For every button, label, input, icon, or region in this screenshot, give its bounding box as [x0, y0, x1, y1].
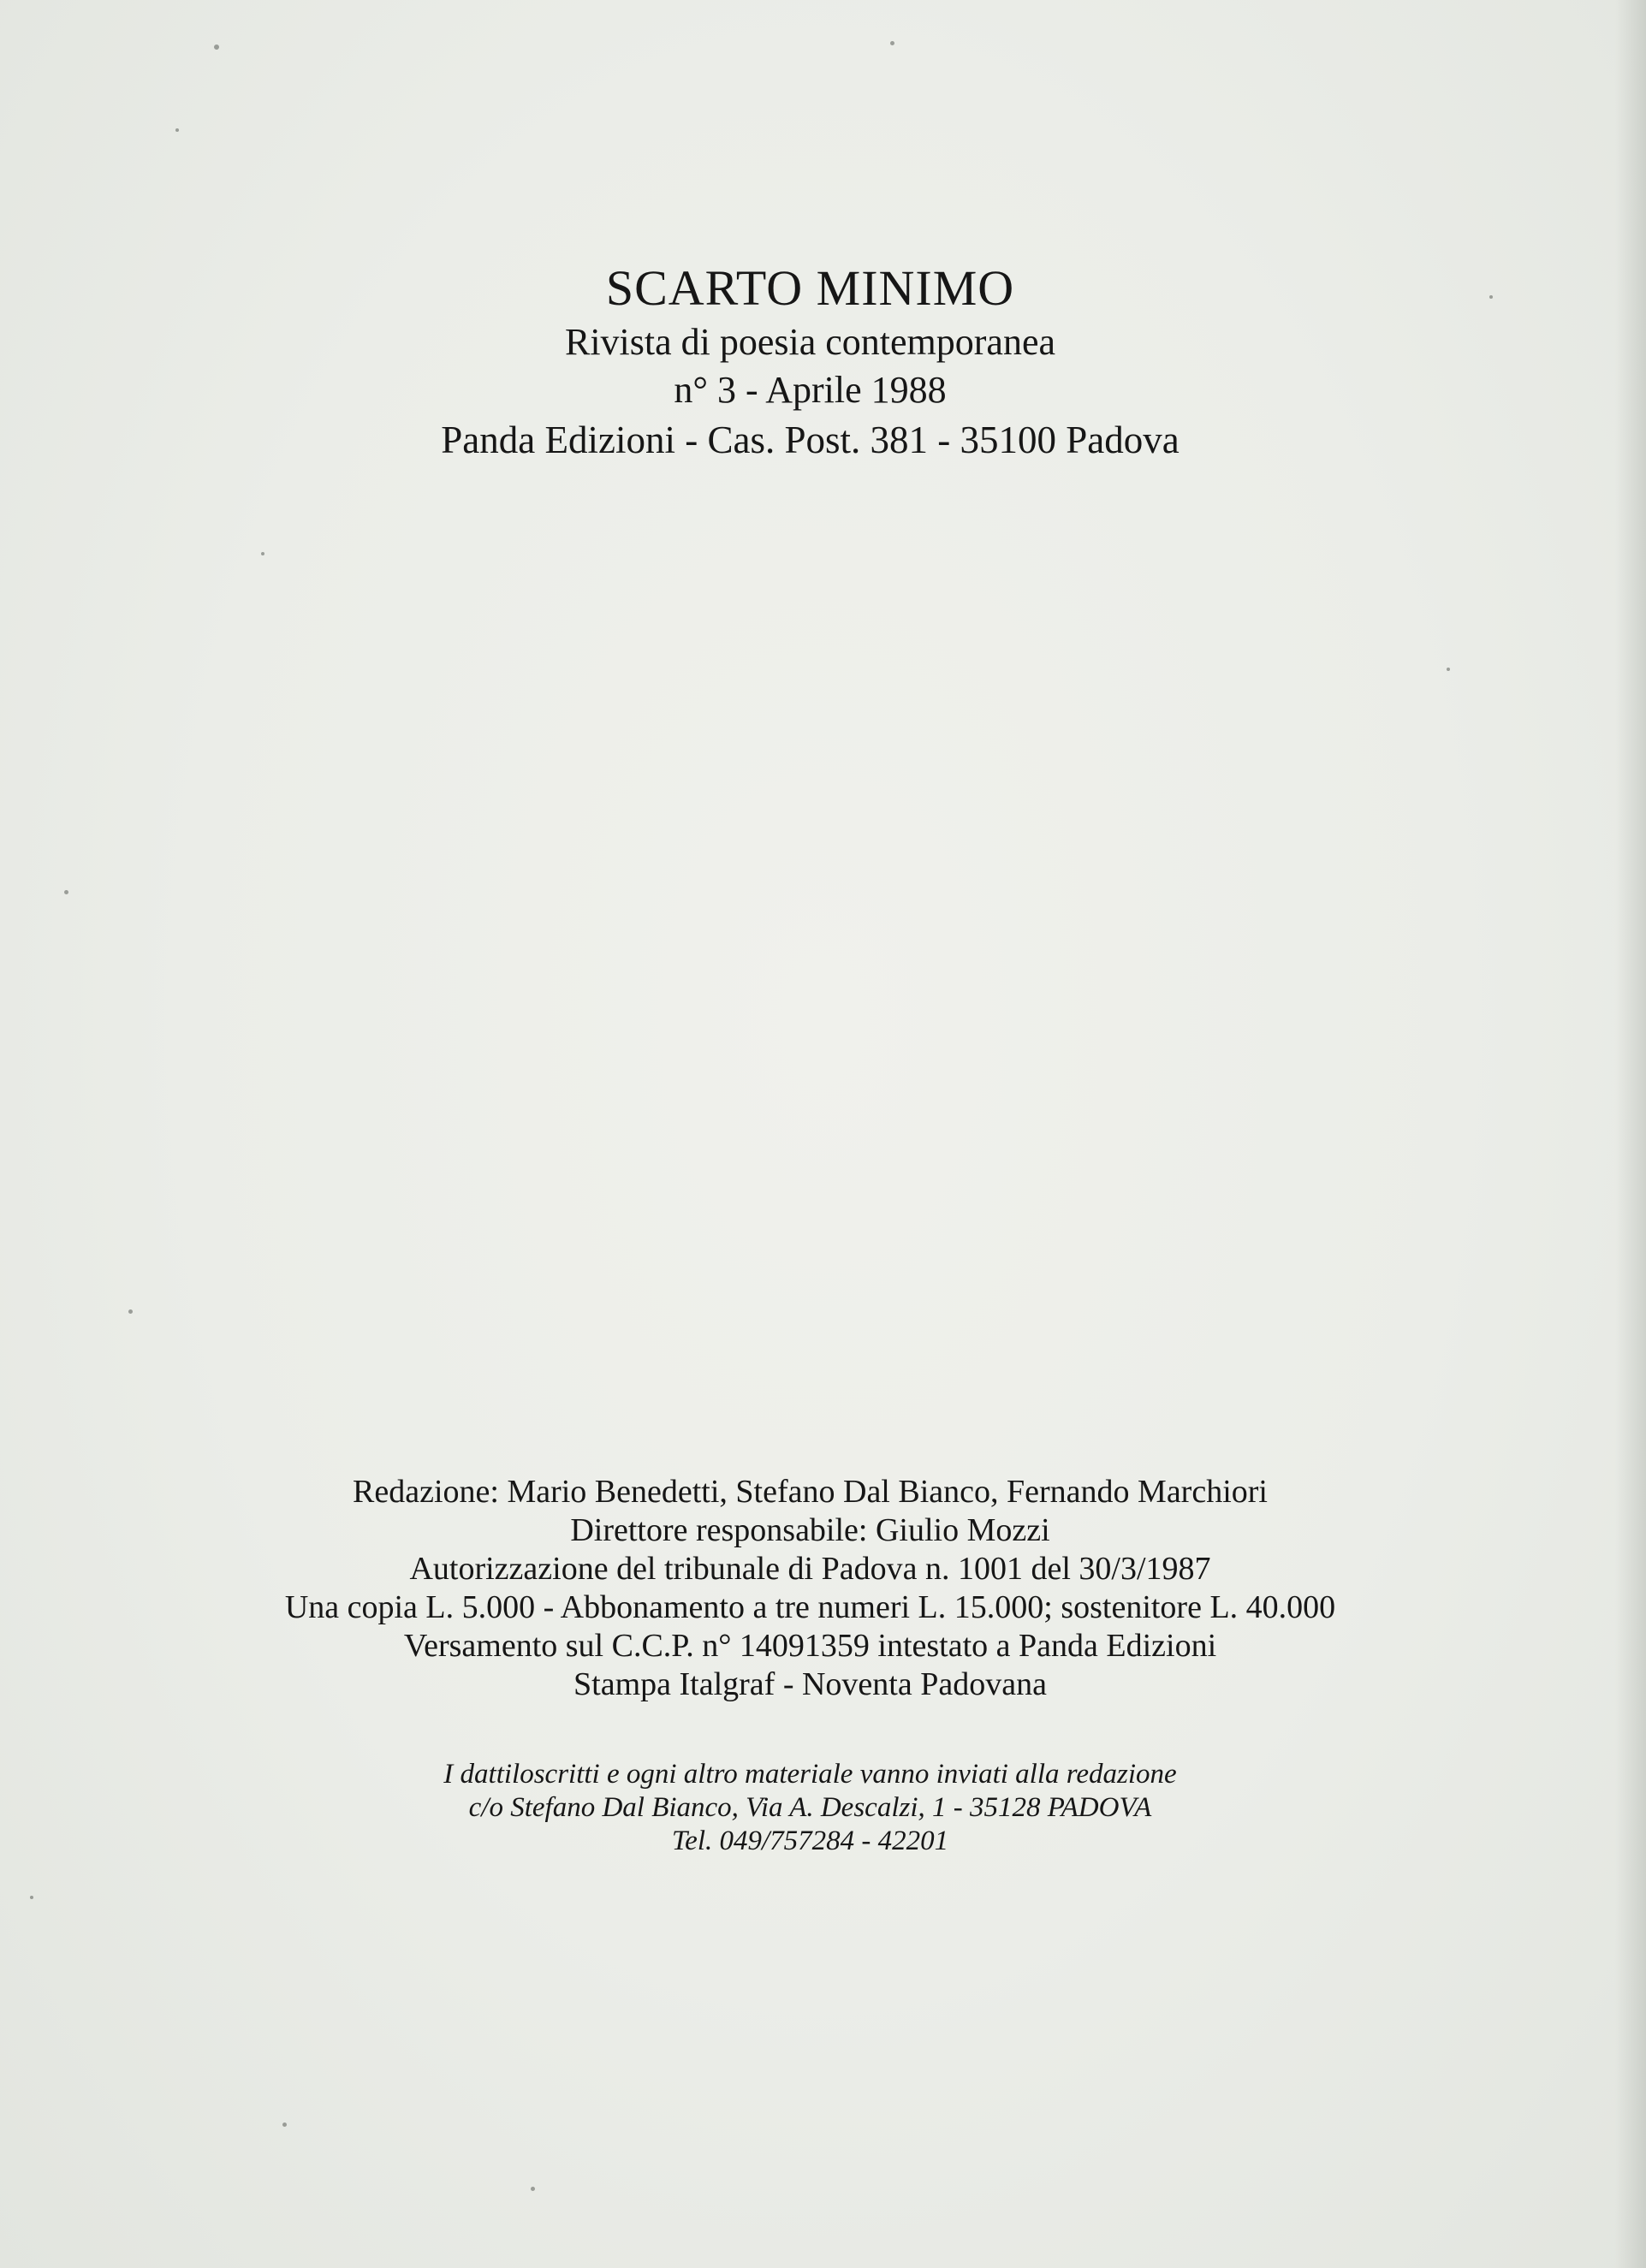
paper-speck [890, 41, 894, 45]
note-line: I dattiloscritti e ogni altro materiale vanno inviati alla redazione [443, 1759, 1177, 1790]
paper-speck [1447, 668, 1450, 671]
journal-subtitle: Rivista di poesia contemporanea [564, 321, 1056, 363]
paper-speck [261, 552, 264, 555]
colophon-line: Una copia L. 5.000 - Abbonamento a tre numeri L. 15.000; sostenitore L. 40.000 [284, 1589, 1336, 1625]
note-line: c/o Stefano Dal Bianco, Via A. Descalzi, 1 - 35128 PADOVA [468, 1792, 1152, 1823]
masthead [0, 258, 1620, 466]
publisher-info: Panda Edizioni - Cas. Post. 381 - 35100 Padova [441, 419, 1180, 461]
colophon-line: Direttore responsabile: Giulio Mozzi [570, 1512, 1050, 1548]
paper-speck [282, 2123, 287, 2127]
colophon-line: Stampa Italgraf - Noventa Padovana [573, 1666, 1047, 1702]
colophon [0, 1473, 1620, 1704]
paper-speck [214, 45, 219, 50]
colophon-line: Redazione: Mario Benedetti, Stefano Dal Bianco, Fernando Marchiori [353, 1474, 1268, 1510]
paper-speck [175, 128, 179, 132]
paper-speck [30, 1896, 33, 1899]
issue-info: n° 3 - Aprile 1988 [674, 369, 947, 411]
paper-speck [531, 2187, 535, 2191]
colophon-line: Versamento sul C.C.P. n° 14091359 intestato a Panda Edizioni [403, 1628, 1217, 1664]
submission-note [0, 1758, 1620, 1858]
journal-title: SCARTO MINIMO [605, 260, 1015, 316]
colophon-line: Autorizzazione del tribunale di Padova n. 1001 del 30/3/1987 [409, 1551, 1211, 1587]
note-line: Tel. 049/757284 - 42201 [671, 1826, 949, 1856]
paper-speck [64, 890, 68, 894]
paper-speck [128, 1309, 133, 1314]
